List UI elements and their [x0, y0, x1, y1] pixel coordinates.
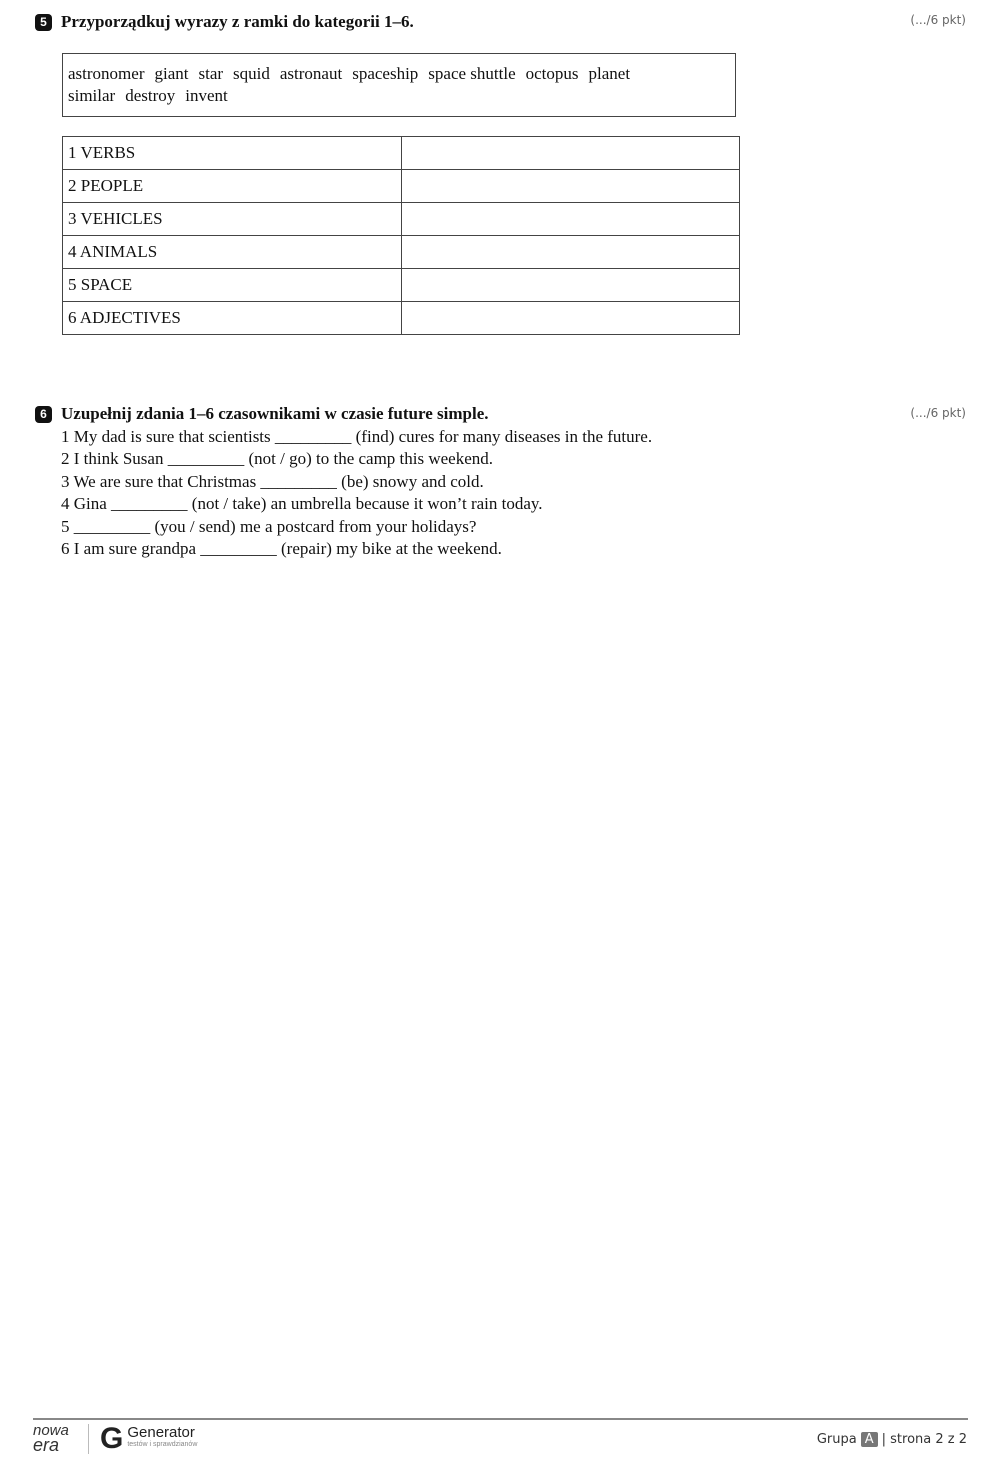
table-row: [63, 170, 740, 203]
word: similar: [68, 86, 116, 105]
group-badge: A: [861, 1432, 878, 1447]
logo-separator: [88, 1424, 89, 1454]
table-row: [63, 269, 740, 302]
word: octopus: [525, 64, 579, 83]
word: star: [198, 64, 224, 83]
category-label: 1 VERBS: [63, 137, 402, 170]
generator-g-icon: G: [100, 1422, 124, 1455]
word: destroy: [125, 86, 176, 105]
sentence: 6 I am sure grandpa _________ (repair) my bike at the weekend.: [61, 539, 502, 559]
exercise-5-points: (.../6 pkt): [910, 13, 966, 27]
word: invent: [185, 86, 228, 105]
page-info: [817, 1432, 967, 1447]
sentence: 5 _________ (you / send) me a postcard from your holidays?: [61, 516, 477, 536]
word: spaceship: [352, 64, 419, 83]
sentence: 1 My dad is sure that scientists _________ (find) cures for many diseases in the future.: [61, 427, 653, 446]
category-table: [62, 136, 740, 335]
footer-divider: [33, 1418, 968, 1420]
category-label: 4 ANIMALS: [63, 236, 402, 269]
word: squid: [233, 64, 270, 83]
word: space shuttle: [428, 64, 516, 83]
page-number: | strona 2 z 2: [881, 1432, 967, 1447]
generator-logo: [100, 1424, 197, 1454]
logo-text: nowa: [33, 1422, 69, 1439]
word: astronomer: [68, 64, 145, 83]
sentence: 3 We are sure that Christmas _________ (be) snowy and cold.: [61, 471, 484, 491]
answer-cell[interactable]: [402, 170, 740, 203]
answer-cell[interactable]: [402, 203, 740, 236]
word-bank: [62, 53, 736, 117]
word: planet: [588, 64, 631, 83]
logo-text: era: [33, 1435, 60, 1455]
group-label: Grupa: [816, 1432, 857, 1447]
exercise-6-number: 6: [35, 406, 52, 423]
category-label: 2 PEOPLE: [63, 170, 402, 203]
answer-cell[interactable]: [402, 302, 740, 335]
category-label: 5 SPACE: [63, 269, 402, 302]
exercise-5-title: Przyporządkuj wyrazy z ramki do kategorii 1–6.: [61, 12, 414, 31]
answer-cell[interactable]: [402, 269, 740, 302]
sentence: 4 Gina _________ (not / take) an umbrella because it won’t rain today.: [61, 494, 543, 514]
sentence: 2 I think Susan _________ (not / go) to the camp this weekend.: [61, 449, 494, 469]
generator-subtitle: testów i sprawdzianów: [127, 1441, 198, 1448]
exercise-5-number: 5: [35, 14, 52, 31]
nowa-era-logo: [33, 1424, 69, 1453]
table-row: [63, 203, 740, 236]
word: giant: [154, 64, 189, 83]
word: astronaut: [279, 64, 343, 83]
table-row: [63, 137, 740, 170]
category-label: 3 VEHICLES: [63, 203, 402, 236]
answer-cell[interactable]: [402, 137, 740, 170]
table-row: [63, 302, 740, 335]
table-row: [63, 236, 740, 269]
sentence-list: [61, 426, 652, 560]
exercise-6-title: Uzupełnij zdania 1–6 czasownikami w czasie future simple.: [61, 404, 489, 423]
generator-title: Generator: [127, 1424, 195, 1441]
category-label: 6 ADJECTIVES: [63, 302, 402, 335]
exercise-6-points: (.../6 pkt): [910, 406, 966, 420]
answer-cell[interactable]: [402, 236, 740, 269]
